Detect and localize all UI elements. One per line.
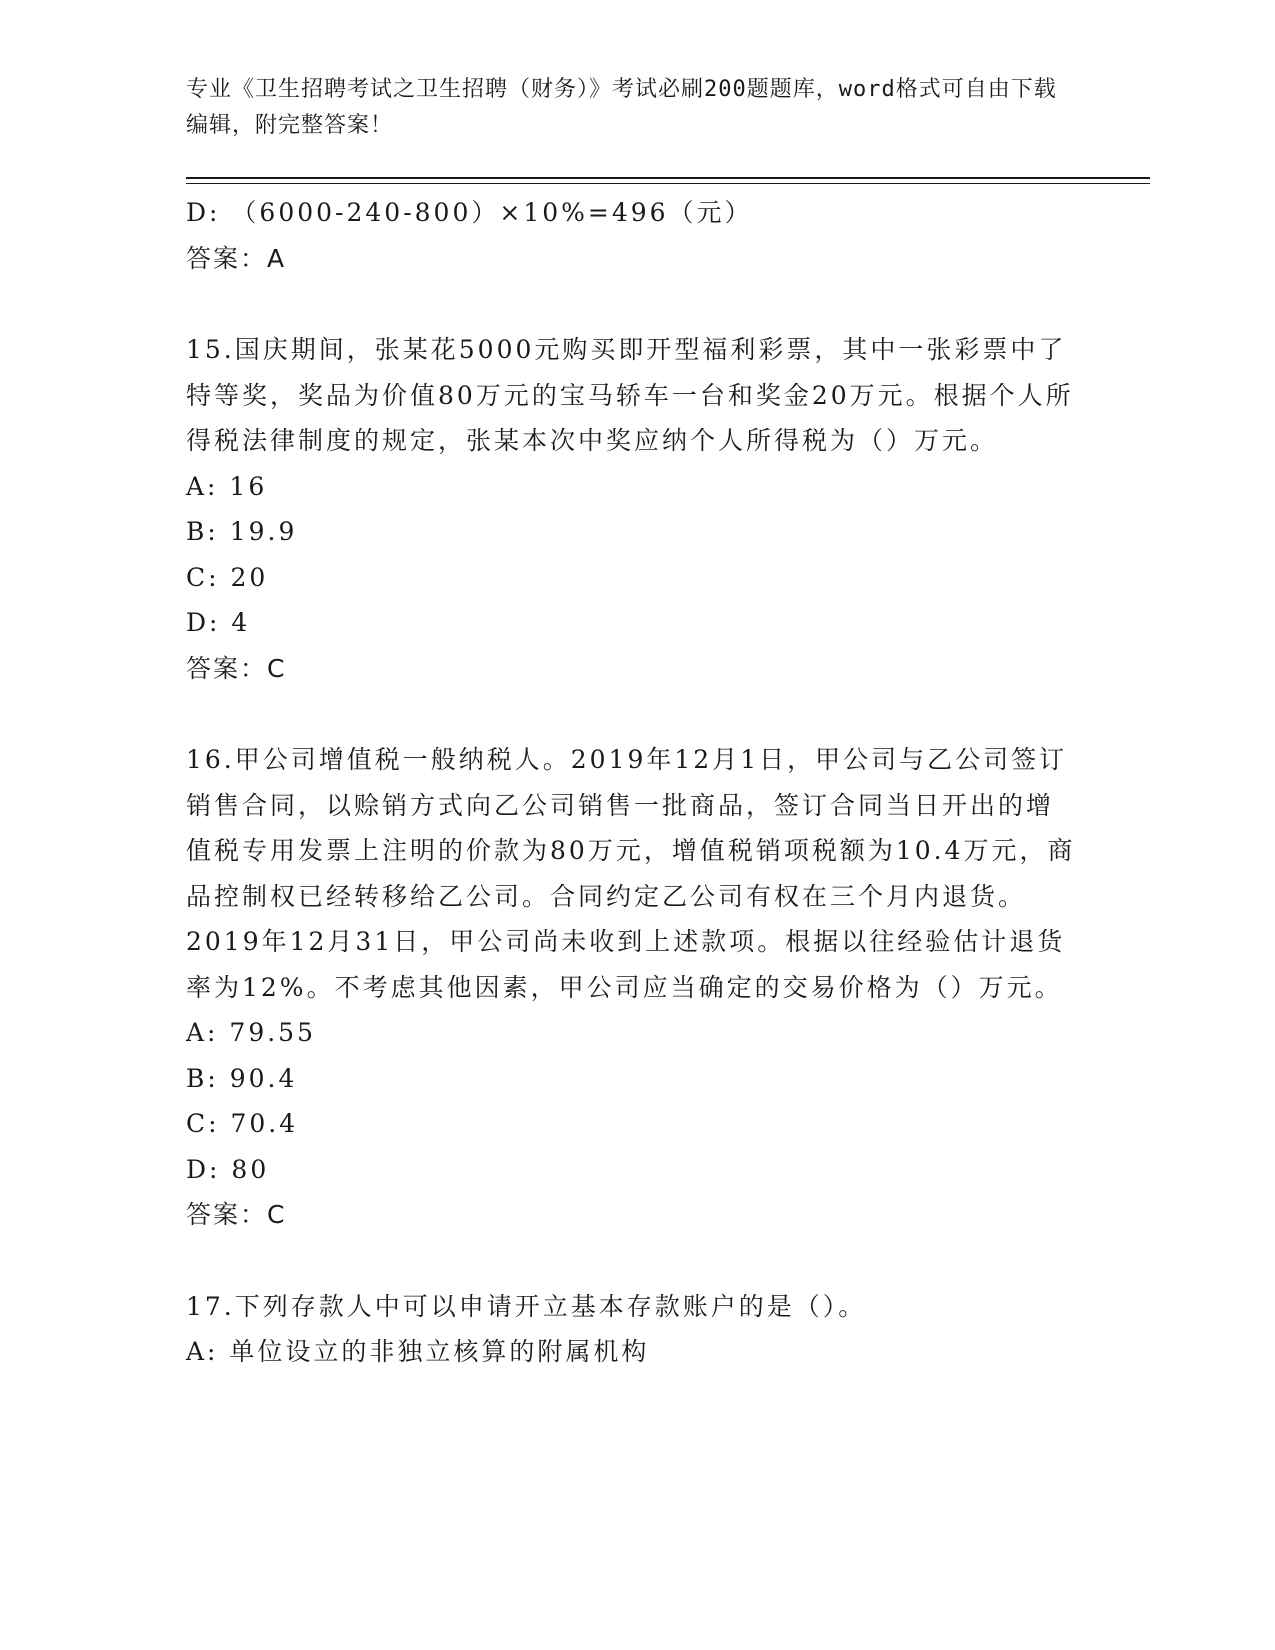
header-divider-thick	[186, 177, 1150, 179]
question-15	[186, 327, 1086, 691]
question-text: 16.甲公司增值税一般纳税人。2019年12月1日，甲公司与乙公司签订销售合同，以赊销方式向乙公司销售一批商品，签订合同当日开出的增值税专用发票上注明的价款为80万元，增值税销项税额为10.4万元，商品控制权已经转移给乙公司。合同约定乙公司有权在三个月内退货。2019年12月31日，甲公司尚未收到上述款项。根据以往经验估计退货率为12%。不考虑其他因素，甲公司应当确定的交易价格为（）万元。	[186, 745, 1076, 1002]
option-c: C: 70.4	[186, 1109, 299, 1138]
spacer	[186, 691, 1086, 737]
answer-line: 答案：C	[186, 653, 287, 683]
document-header: 专业《卫生招聘考试之卫生招聘（财务）》考试必刷200题题库，word格式可自由下载编辑，附完整答案！	[186, 77, 1057, 138]
question-17	[186, 1284, 1086, 1375]
option-a: A: 单位设立的非独立核算的附属机构	[186, 1337, 650, 1366]
spacer	[186, 1238, 1086, 1284]
option-d: D: 80	[186, 1154, 270, 1184]
spacer	[186, 281, 1086, 327]
document-body	[186, 190, 1086, 1375]
option-a: A: 16	[186, 471, 268, 501]
carryover-answer: 答案：A	[186, 243, 287, 273]
option-d: D: 4	[186, 608, 251, 637]
answer-line: 答案：C	[186, 1200, 287, 1229]
question-16	[186, 737, 1086, 1238]
option-b: B: 19.9	[186, 517, 298, 546]
question-text: 15.国庆期间，张某花5000元购买即开型福利彩票，其中一张彩票中了特等奖，奖品为价值80万元的宝马轿车一台和奖金20万元。根据个人所得税法律制度的规定，张某本次中奖应纳个人所得税为（）万元。	[186, 335, 1074, 455]
option-b: B: 90.4	[186, 1063, 298, 1093]
header-divider-thin	[186, 183, 1150, 184]
option-a: A: 79.55	[186, 1018, 316, 1047]
option-c: C: 20	[186, 562, 269, 592]
carryover-option-d: D: （6000-240-800）×10%=496（元）	[186, 198, 753, 227]
question-text: 17.下列存款人中可以申请开立基本存款账户的是（）。	[186, 1291, 867, 1321]
